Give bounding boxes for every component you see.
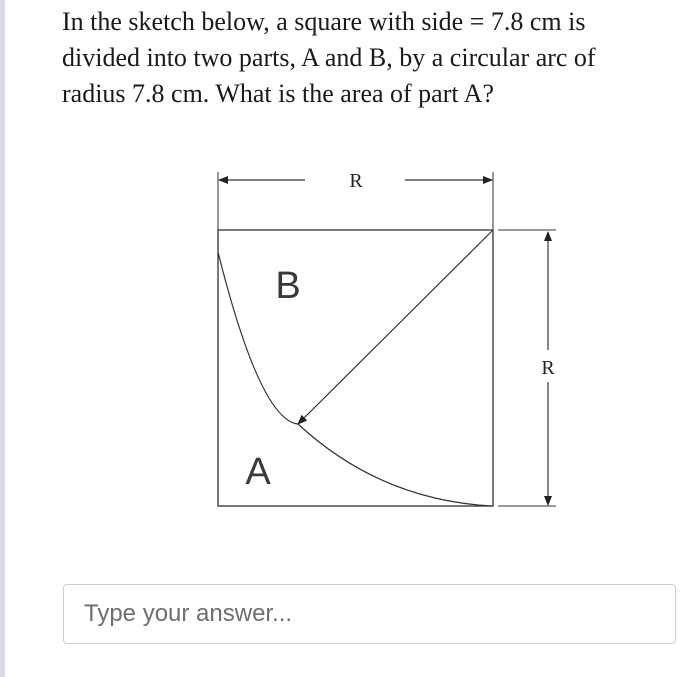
top-dimension <box>218 170 493 230</box>
right-dimension <box>498 230 556 506</box>
question-text: In the sketch below, a square with side = 7.8 cm is divided into two parts, A and B, by a circular arc of radius 7.8 cm. What is the area of part A? <box>62 7 596 108</box>
radius-line <box>298 231 492 424</box>
part-a-label: A <box>245 451 271 493</box>
answer-input[interactable] <box>63 584 676 644</box>
right-radius-label: R <box>541 357 555 379</box>
part-b-label: B <box>275 265 301 307</box>
top-radius-label: R <box>349 170 363 192</box>
